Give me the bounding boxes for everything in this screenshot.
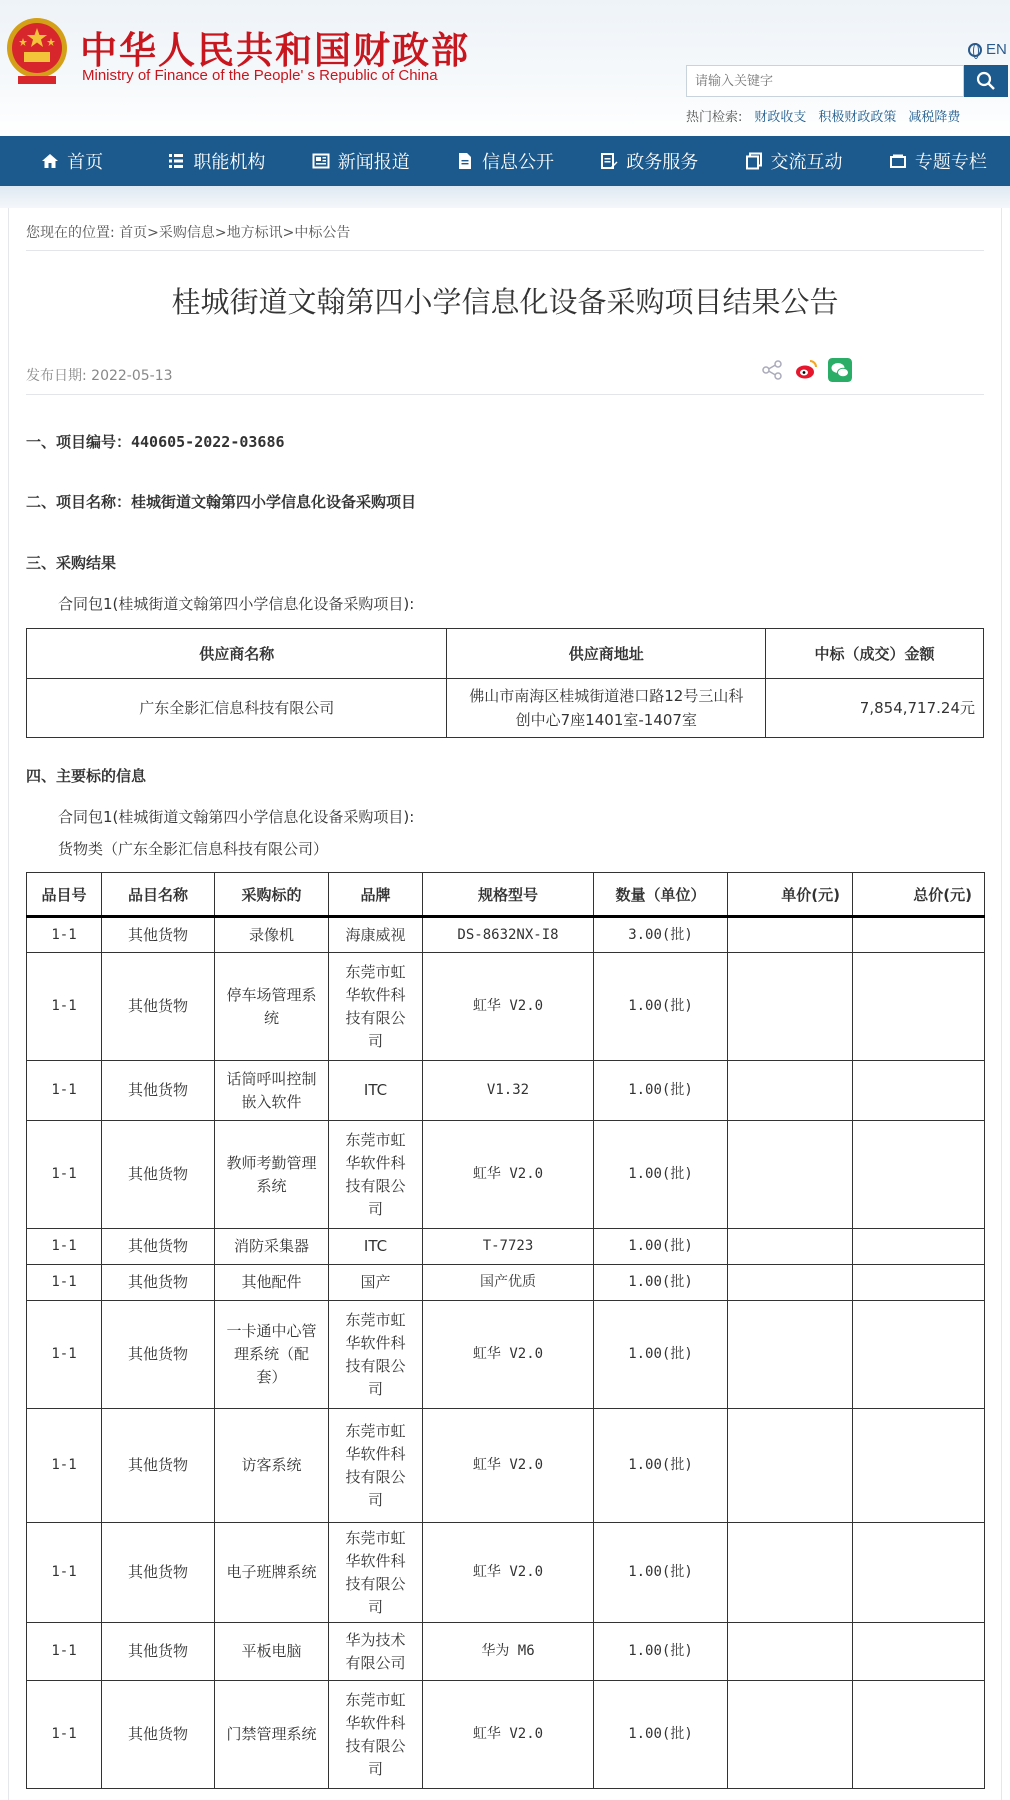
column-header: 品目号 <box>27 873 102 917</box>
item-name-line: 其他配件 <box>241 1273 302 1291</box>
item-name <box>215 1681 329 1789</box>
unit-price <box>728 917 853 953</box>
item-brand-line: 司 <box>367 1597 383 1616</box>
item-name-line: 一卡通中心管 <box>226 1322 317 1340</box>
unit-price <box>728 1229 853 1265</box>
item-category: 其他货物 <box>102 1301 215 1409</box>
nav-label: 职能机构 <box>193 152 266 173</box>
item-brand <box>329 1061 423 1121</box>
item-quantity: 1.00(批) <box>594 1523 728 1623</box>
edit-document-icon <box>600 152 618 170</box>
unit-price <box>728 1623 853 1681</box>
item-quantity: 1.00(批) <box>594 1229 728 1265</box>
publish-date <box>26 365 173 385</box>
item-brand <box>329 1121 423 1229</box>
total-price <box>853 1061 985 1121</box>
site-subtitle: Ministry of Finance of the People' s Republic of China <box>82 67 438 84</box>
table-row <box>27 1265 985 1301</box>
nav-services[interactable] <box>577 136 721 186</box>
wechat-icon[interactable] <box>828 358 852 382</box>
table-row <box>27 1061 985 1121</box>
item-name <box>215 917 329 953</box>
unit-price <box>728 1409 853 1523</box>
share-bar <box>760 358 852 382</box>
item-name <box>215 1061 329 1121</box>
item-category: 其他货物 <box>102 1681 215 1789</box>
item-spec: 虹华 V2.0 <box>423 1523 594 1623</box>
item-name-line: 系统 <box>256 1176 287 1195</box>
item-number: 1-1 <box>27 1121 102 1229</box>
nav-interaction[interactable] <box>721 136 865 186</box>
hot-search <box>686 106 960 125</box>
newspaper-icon <box>312 152 330 170</box>
publish-date-value: 2022-05-13 <box>91 368 173 384</box>
item-quantity: 1.00(批) <box>594 1301 728 1409</box>
unit-price <box>728 1121 853 1229</box>
section-items-heading: 四、主要标的信息 <box>26 767 147 785</box>
item-brand <box>329 1523 423 1623</box>
section-project-number: 一、项目编号：440605-2022-03686 <box>26 433 285 451</box>
hot-link[interactable]: 减税降费 <box>908 110 961 125</box>
item-brand-line: 华软件科 <box>345 1153 406 1172</box>
item-category: 其他货物 <box>102 1229 215 1265</box>
breadcrumb-link[interactable]: 地方标讯 <box>226 225 283 241</box>
total-price <box>853 1523 985 1623</box>
site-header <box>0 0 1010 136</box>
item-brand <box>329 953 423 1061</box>
item-brand-line: 技有限公 <box>345 1176 406 1195</box>
item-name-line: 电子班牌系统 <box>226 1563 317 1581</box>
column-header: 供应商名称 <box>27 629 447 679</box>
hot-link[interactable]: 积极财政政策 <box>818 110 897 125</box>
item-number: 1-1 <box>27 1409 102 1523</box>
item-brand-line: 东莞市虹 <box>345 962 406 981</box>
breadcrumb-separator: > <box>147 225 159 241</box>
item-brand-line: 国产 <box>360 1273 391 1291</box>
item-name <box>215 1265 329 1301</box>
breadcrumb-link[interactable]: 采购信息 <box>158 225 215 241</box>
supplier-name: 广东全影汇信息科技有限公司 <box>27 679 447 738</box>
item-spec: 虹华 V2.0 <box>423 1121 594 1229</box>
total-price <box>853 1301 985 1409</box>
column-header: 单价(元) <box>728 873 853 917</box>
breadcrumb-link[interactable]: 首页 <box>119 225 148 241</box>
item-brand <box>329 1265 423 1301</box>
item-number: 1-1 <box>27 1061 102 1121</box>
breadcrumb-separator: > <box>282 225 295 241</box>
site-title[interactable]: 中华人民共和国财政部 <box>80 29 470 72</box>
folder-icon <box>889 152 907 170</box>
item-name <box>215 1301 329 1409</box>
item-name-line: 嵌入软件 <box>241 1092 302 1111</box>
table-row <box>27 679 984 738</box>
language-label: EN <box>986 41 1007 58</box>
nav-label: 专题专栏 <box>914 152 987 173</box>
item-number: 1-1 <box>27 1301 102 1409</box>
nav-news[interactable] <box>289 136 433 186</box>
item-name <box>215 1623 329 1681</box>
section-project-name: 二、项目名称：桂城街道文翰第四小学信息化设备采购项目 <box>26 493 417 511</box>
nav-label: 首页 <box>67 152 104 173</box>
column-header: 供应商地址 <box>447 629 766 679</box>
search-input[interactable] <box>686 65 964 97</box>
item-brand-line: 司 <box>367 1199 383 1218</box>
breadcrumb-link[interactable]: 中标公告 <box>294 225 351 241</box>
item-brand <box>329 917 423 953</box>
item-category: 其他货物 <box>102 917 215 953</box>
address-line: 创中心7座1401室-1407室 <box>515 711 697 729</box>
item-spec: 虹华 V2.0 <box>423 953 594 1061</box>
item-quantity: 1.00(批) <box>594 1623 728 1681</box>
item-category: 其他货物 <box>102 953 215 1061</box>
hot-search-label: 热门检索: <box>686 110 743 125</box>
item-category: 其他货物 <box>102 1523 215 1623</box>
item-name-line: 门禁管理系统 <box>226 1725 317 1743</box>
total-price <box>853 1409 985 1523</box>
column-header: 总价(元) <box>853 873 985 917</box>
unit-price <box>728 1681 853 1789</box>
nav-label: 交流互动 <box>770 152 843 173</box>
globe-icon <box>968 43 982 57</box>
nav-label: 信息公开 <box>481 152 554 173</box>
contract-package: 合同包1(桂城街道文翰第四小学信息化设备采购项目): <box>58 595 415 613</box>
item-name-line: 统 <box>263 1008 279 1027</box>
table-row <box>27 953 985 1061</box>
unit-price <box>728 953 853 1061</box>
item-brand-line: 华为技术 <box>345 1630 406 1649</box>
item-category: 其他货物 <box>102 1623 215 1681</box>
item-brand-line: 东莞市虹 <box>345 1690 406 1709</box>
total-price <box>853 1121 985 1229</box>
item-brand-line: 华软件科 <box>345 1444 406 1463</box>
item-brand <box>329 1681 423 1789</box>
breadcrumb <box>26 222 350 242</box>
item-brand-line: 技有限公 <box>345 1736 406 1755</box>
item-number: 1-1 <box>27 1265 102 1301</box>
item-brand-line: 技有限公 <box>345 1008 406 1027</box>
decorative-band <box>0 186 1010 208</box>
nav-departments[interactable] <box>144 136 288 186</box>
item-name-line: 教师考勤管理 <box>226 1153 317 1172</box>
item-spec: 虹华 V2.0 <box>423 1409 594 1523</box>
item-category: 其他货物 <box>102 1121 215 1229</box>
item-name-line: 访客系统 <box>241 1456 302 1474</box>
search-button[interactable] <box>964 65 1008 97</box>
column-header: 数量（单位） <box>594 873 728 917</box>
item-brand <box>329 1409 423 1523</box>
item-brand-line: 华软件科 <box>345 1333 406 1352</box>
column-header: 品牌 <box>329 873 423 917</box>
item-name-line: 话筒呼叫控制 <box>226 1069 317 1088</box>
item-number: 1-1 <box>27 953 102 1061</box>
item-spec: DS-8632NX-I8 <box>423 917 594 953</box>
total-price <box>853 1681 985 1789</box>
breadcrumb-prefix: 您现在的位置: <box>26 225 115 241</box>
search-icon <box>976 71 996 91</box>
item-name-line: 平板电脑 <box>241 1642 302 1660</box>
item-quantity: 1.00(批) <box>594 953 728 1061</box>
list-icon <box>167 152 185 170</box>
item-quantity: 1.00(批) <box>594 1121 728 1229</box>
item-name-line: 停车场管理系 <box>226 985 317 1004</box>
divider <box>26 394 984 395</box>
column-header: 品目名称 <box>102 873 215 917</box>
nav-label: 政务服务 <box>626 152 699 173</box>
item-brand-line: 司 <box>367 1379 383 1398</box>
item-brand-line: 东莞市虹 <box>345 1310 406 1329</box>
copy-icon <box>745 152 763 170</box>
language-switch[interactable] <box>968 41 1007 58</box>
item-spec: 国产优质 <box>423 1265 594 1301</box>
table-row <box>27 1301 985 1409</box>
contract-package: 合同包1(桂城街道文翰第四小学信息化设备采购项目): <box>58 808 415 826</box>
nav-topics[interactable] <box>866 136 1010 186</box>
table-row <box>27 1523 985 1623</box>
item-brand-line: 东莞市虹 <box>345 1528 406 1547</box>
item-name <box>215 953 329 1061</box>
item-brand-line: 技有限公 <box>345 1574 406 1593</box>
item-brand-line: 司 <box>367 1490 383 1509</box>
award-amount: 7,854,717.24元 <box>766 679 984 738</box>
item-name <box>215 1229 329 1265</box>
hot-link[interactable]: 财政收支 <box>754 110 807 125</box>
total-price <box>853 917 985 953</box>
item-name <box>215 1121 329 1229</box>
goods-category: 货物类（广东全影汇信息科技有限公司） <box>58 840 329 858</box>
item-brand-line: 技有限公 <box>345 1356 406 1375</box>
item-brand <box>329 1623 423 1681</box>
document-icon <box>456 152 474 170</box>
total-price <box>853 953 985 1061</box>
total-price <box>853 1265 985 1301</box>
unit-price <box>728 1301 853 1409</box>
result-table <box>26 628 984 738</box>
item-quantity: 1.00(批) <box>594 1265 728 1301</box>
item-brand-line: ITC <box>363 1081 388 1099</box>
item-category: 其他货物 <box>102 1061 215 1121</box>
item-number: 1-1 <box>27 1623 102 1681</box>
item-quantity: 1.00(批) <box>594 1681 728 1789</box>
table-row <box>27 1229 985 1265</box>
unit-price <box>728 1265 853 1301</box>
item-brand-line: 海康威视 <box>345 925 406 944</box>
item-quantity: 1.00(批) <box>594 1061 728 1121</box>
item-spec: V1.32 <box>423 1061 594 1121</box>
item-number: 1-1 <box>27 1681 102 1789</box>
address-line: 佛山市南海区桂城街道港口路12号三山科 <box>469 687 744 705</box>
column-header: 中标（成交）金额 <box>766 629 984 679</box>
item-spec: 虹华 V2.0 <box>423 1301 594 1409</box>
item-name <box>215 1523 329 1623</box>
column-header: 规格型号 <box>423 873 594 917</box>
divider <box>26 250 984 251</box>
item-name <box>215 1409 329 1523</box>
item-quantity: 3.00(批) <box>594 917 728 953</box>
item-number: 1-1 <box>27 917 102 953</box>
main-nav <box>0 136 1010 186</box>
item-brand-line: 有限公司 <box>345 1653 406 1672</box>
home-icon <box>41 152 59 170</box>
table-row <box>27 1681 985 1789</box>
share-icon[interactable] <box>760 358 784 382</box>
item-brand <box>329 1301 423 1409</box>
item-name-line: 录像机 <box>248 925 294 944</box>
unit-price <box>728 1061 853 1121</box>
table-row <box>27 1121 985 1229</box>
item-name-line: 套） <box>256 1368 287 1386</box>
national-emblem-icon <box>4 14 70 86</box>
item-brand-line: 华软件科 <box>345 1713 406 1732</box>
item-number: 1-1 <box>27 1523 102 1623</box>
item-brand-line: 华软件科 <box>345 1551 406 1570</box>
publish-date-label: 发布日期: <box>26 368 87 384</box>
item-brand-line: 华软件科 <box>345 985 406 1004</box>
item-category: 其他货物 <box>102 1265 215 1301</box>
item-name-line: 理系统（配 <box>233 1345 309 1363</box>
item-number: 1-1 <box>27 1229 102 1265</box>
item-brand-line: 东莞市虹 <box>345 1421 406 1440</box>
item-brand-line: 司 <box>367 1031 383 1050</box>
unit-price <box>728 1523 853 1623</box>
total-price <box>853 1623 985 1681</box>
items-table <box>26 872 985 1789</box>
item-brand-line: ITC <box>363 1237 388 1255</box>
table-row <box>27 917 985 953</box>
table-row <box>27 1623 985 1681</box>
nav-info[interactable] <box>433 136 577 186</box>
table-header-row <box>27 629 984 679</box>
table-header-row <box>27 873 985 917</box>
item-spec: 虹华 V2.0 <box>423 1681 594 1789</box>
item-name-line: 消防采集器 <box>233 1237 309 1255</box>
item-brand <box>329 1229 423 1265</box>
nav-label: 新闻报道 <box>337 152 410 173</box>
item-brand-line: 技有限公 <box>345 1467 406 1486</box>
page-title: 桂城街道文翰第四小学信息化设备采购项目结果公告 <box>171 285 839 319</box>
table-row <box>27 1409 985 1523</box>
weibo-icon[interactable] <box>794 358 818 382</box>
column-header: 采购标的 <box>215 873 329 917</box>
supplier-address <box>447 679 766 738</box>
item-spec: T-7723 <box>423 1229 594 1265</box>
item-quantity: 1.00(批) <box>594 1409 728 1523</box>
section-result-heading: 三、采购结果 <box>26 554 117 572</box>
item-spec: 华为 M6 <box>423 1623 594 1681</box>
nav-home[interactable] <box>0 136 144 186</box>
breadcrumb-separator: > <box>214 225 227 241</box>
item-brand-line: 司 <box>367 1759 383 1778</box>
total-price <box>853 1229 985 1265</box>
item-category: 其他货物 <box>102 1409 215 1523</box>
item-brand-line: 东莞市虹 <box>345 1130 406 1149</box>
